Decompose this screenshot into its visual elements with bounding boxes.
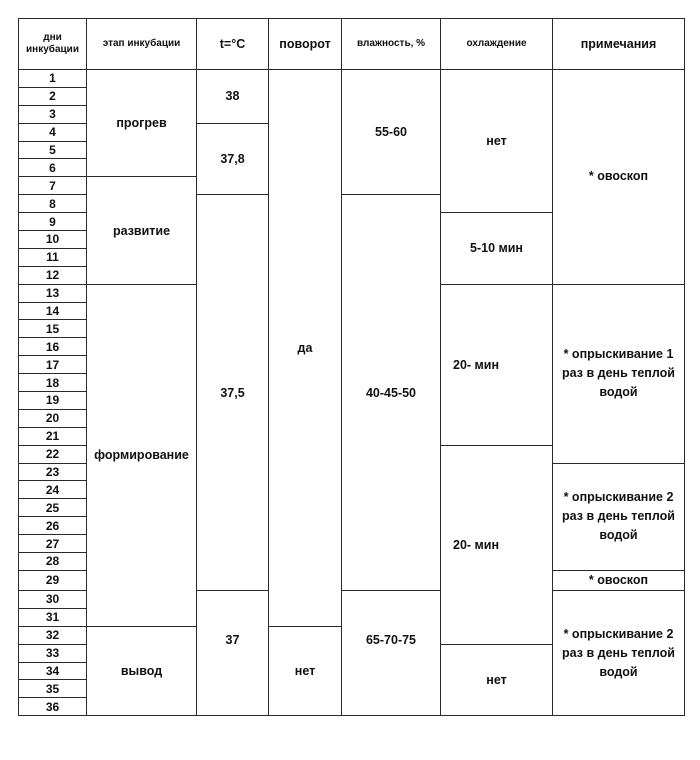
day-cell: 1 <box>19 70 87 88</box>
note-cell: * опрыскивание 2 раз в день теплой водой <box>553 463 685 570</box>
day-cell: 16 <box>19 338 87 356</box>
day-cell: 22 <box>19 445 87 463</box>
temperature-cell: 37 <box>197 590 269 715</box>
day-cell: 30 <box>19 590 87 608</box>
cooling-cell: 20- мин <box>441 445 553 644</box>
day-cell: 18 <box>19 374 87 392</box>
day-cell: 6 <box>19 159 87 177</box>
day-cell: 21 <box>19 427 87 445</box>
day-cell: 29 <box>19 570 87 590</box>
temperature-cell: 37,8 <box>197 123 269 195</box>
note-cell: * опрыскивание 1 раз в день теплой водой <box>553 284 685 463</box>
day-cell: 10 <box>19 231 87 249</box>
table-row <box>19 70 685 88</box>
note-cell: * опрыскивание 2 раз в день теплой водой <box>553 590 685 715</box>
note-cell: * овоскоп <box>553 70 685 285</box>
stage-heating: прогрев <box>87 70 197 177</box>
stage-hatching: вывод <box>87 626 197 715</box>
day-cell: 26 <box>19 517 87 535</box>
header-notes: примечания <box>553 19 685 70</box>
day-cell: 7 <box>19 177 87 195</box>
incubation-table <box>18 18 685 716</box>
cooling-cell: 20- мин <box>441 284 553 445</box>
header-temperature: t=°C <box>197 19 269 70</box>
day-cell: 33 <box>19 644 87 662</box>
note-cell: * овоскоп <box>553 570 685 590</box>
day-cell: 19 <box>19 392 87 410</box>
day-cell: 13 <box>19 284 87 302</box>
cooling-cell: нет <box>441 70 553 213</box>
day-cell: 4 <box>19 123 87 141</box>
day-cell: 9 <box>19 213 87 231</box>
turning-yes: да <box>269 70 342 627</box>
temperature-cell: 38 <box>197 70 269 124</box>
humidity-cell: 65-70-75 <box>342 590 441 715</box>
header-row <box>19 19 685 70</box>
day-cell: 27 <box>19 535 87 553</box>
day-cell: 36 <box>19 698 87 716</box>
day-cell: 12 <box>19 266 87 284</box>
day-cell: 15 <box>19 320 87 338</box>
day-cell: 31 <box>19 608 87 626</box>
day-cell: 3 <box>19 105 87 123</box>
header-stage: этап инкубации <box>87 19 197 70</box>
stage-formation: формирование <box>87 284 197 626</box>
day-cell: 14 <box>19 302 87 320</box>
header-turning: поворот <box>269 19 342 70</box>
day-cell: 34 <box>19 662 87 680</box>
day-cell: 24 <box>19 481 87 499</box>
humidity-cell: 55-60 <box>342 70 441 195</box>
day-cell: 28 <box>19 553 87 571</box>
day-cell: 17 <box>19 356 87 374</box>
day-cell: 2 <box>19 87 87 105</box>
humidity-cell: 40-45-50 <box>342 195 441 591</box>
cooling-cell: 5-10 мин <box>441 213 553 285</box>
stage-development: развитие <box>87 177 197 284</box>
day-cell: 11 <box>19 248 87 266</box>
day-cell: 35 <box>19 680 87 698</box>
day-cell: 20 <box>19 409 87 427</box>
day-cell: 25 <box>19 499 87 517</box>
temperature-cell: 37,5 <box>197 195 269 591</box>
cooling-cell: нет <box>441 644 553 716</box>
turning-no: нет <box>269 626 342 715</box>
day-cell: 5 <box>19 141 87 159</box>
header-cooling: охлаждение <box>441 19 553 70</box>
day-cell: 8 <box>19 195 87 213</box>
header-days: дни инкубации <box>19 19 87 70</box>
day-cell: 32 <box>19 626 87 644</box>
day-cell: 23 <box>19 463 87 481</box>
header-humidity: влажность, % <box>342 19 441 70</box>
